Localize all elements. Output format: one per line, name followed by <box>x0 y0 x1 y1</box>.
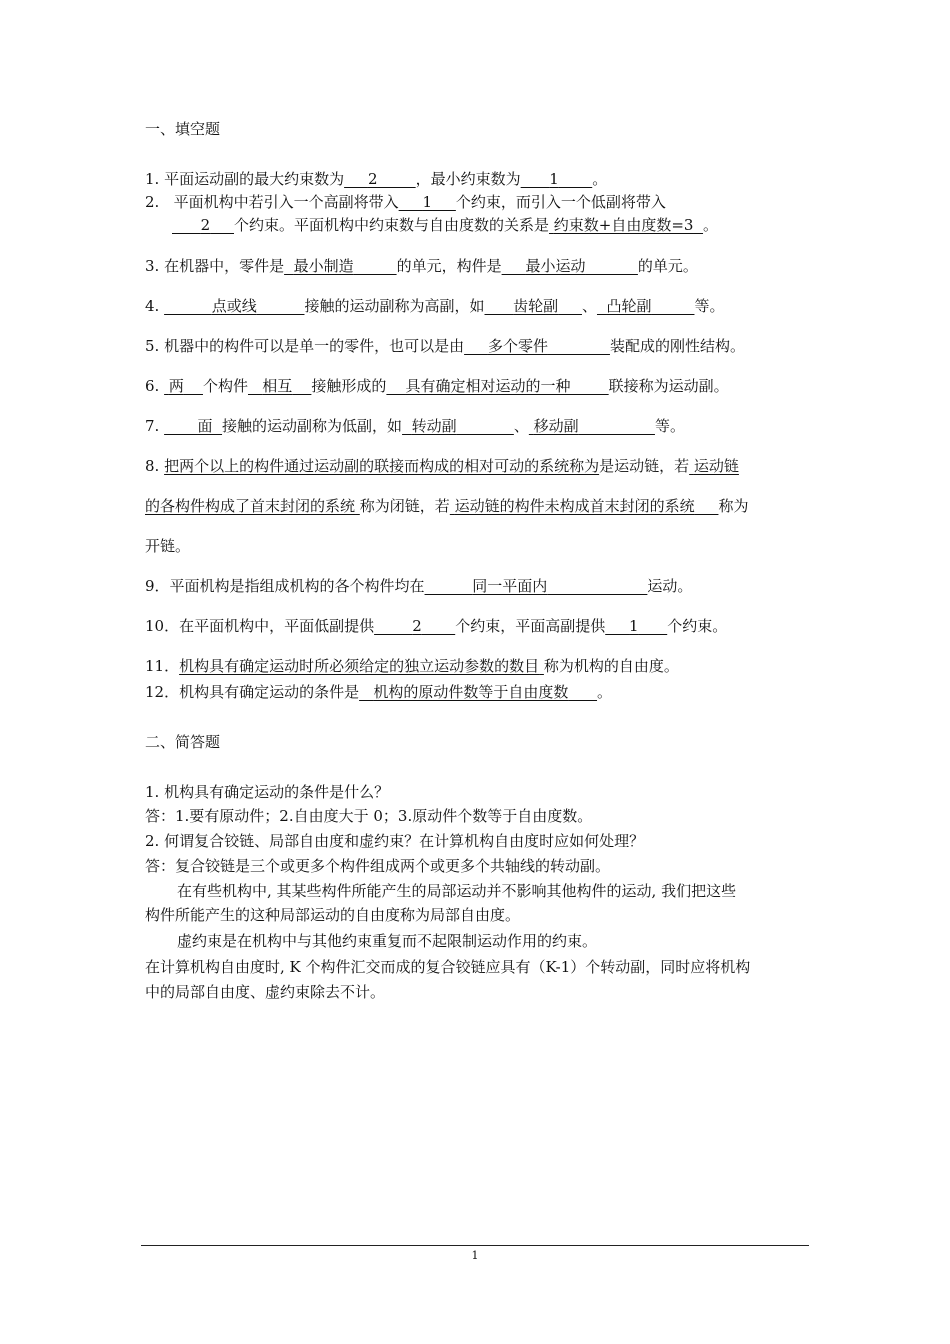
answer-2b: 2 <box>200 216 211 234</box>
section1-heading: 一、填空题 <box>145 120 221 138</box>
answer-1b: 1 <box>549 170 559 188</box>
question-8-end: 开链。 <box>145 537 191 555</box>
answer-2a: 1 <box>422 193 433 211</box>
answer-10b: 1 <box>629 617 639 635</box>
answer-6a: 两 <box>168 377 184 395</box>
answer-3a: 最小制造 <box>293 257 354 275</box>
section2-heading: 二、简答题 <box>145 733 221 751</box>
question-8-cont: 的各构件构成了首末封闭的系统 称为闭链，若 运动链的构件未构成首末封闭的系统 称为 <box>145 497 749 515</box>
answer-7b: 转动副 <box>411 417 457 435</box>
answer-6b: 相互 <box>262 377 293 395</box>
question-4: 4. 点或线 接触的运动副称为高副，如 齿轮副 、 凸轮副 等。 <box>145 297 725 315</box>
answer-5: 多个零件 <box>487 337 548 355</box>
question-8: 8. 把两个以上的构件通过运动副的联接而构成的相对可动的系统称为是运动链，若 运动链 <box>145 457 739 475</box>
question-2-cont: 2 个约束。平面机构中约束数与自由度数的关系是 约束数+自由度数=3 。 <box>200 216 719 234</box>
answer-line: 答：复合铰链是三个或更多个构件组成两个或更多个共轴线的转动副。 <box>145 857 611 875</box>
question-9: 9．平面机构是指组成机构的各个构件均在 同一平面内 运动。 <box>145 577 693 595</box>
answer-7a: 面 <box>197 417 213 435</box>
answer-line: 2. 何谓复合铰链、局部自由度和虚约束？在计算机构自由度时应如何处理？ <box>145 832 645 850</box>
answer-4b: 齿轮副 <box>513 297 559 315</box>
answer-line: 中的局部自由度、虚约束除去不计。 <box>145 983 386 1001</box>
answer-4a: 点或线 <box>211 297 257 315</box>
answer-9: 同一平面内 <box>472 577 548 595</box>
answer-line: 1. 机构具有确定运动的条件是什么？ <box>145 783 390 801</box>
question-7: 7. 面 接触的运动副称为低副，如 转动副 、 移动副 等。 <box>145 417 685 435</box>
answer-8b-cont: 的各构件构成了首末封闭的系统 <box>145 497 356 515</box>
answer-4c: 凸轮副 <box>606 297 652 315</box>
answer-3b: 最小运动 <box>525 257 586 275</box>
answer-line: 在有些机构中, 其某些构件所能产生的局部运动并不影响其他构件的运动, 我们把这些 <box>177 882 737 900</box>
question-2: 2. 平面机构中若引入一个高副将带入 1 个约束，而引入一个低副将带入 <box>145 193 666 211</box>
answer-line: 构件所能产生的这种局部运动的自由度称为局部自由度。 <box>145 906 521 924</box>
answer-1a: 2 <box>367 170 378 188</box>
question-10: 10．在平面机构中，平面低副提供 2 个约束，平面高副提供 1 个约束。 <box>145 617 728 635</box>
answer-8a: 把两个以上的构件通过运动副的联接而构成的相对可动的系统称为 <box>164 457 600 475</box>
answer-6c: 具有确定相对运动的一种 <box>405 377 571 395</box>
answer-line: 答：1.要有原动件；2.自由度大于 0；3.原动件个数等于自由度数。 <box>145 807 593 825</box>
answer-7c: 移动副 <box>533 417 579 435</box>
answer-10a: 2 <box>412 617 422 635</box>
question-1: 1. 平面运动副的最大约束数为 2 ，最小约束数为 1 。 <box>145 170 608 188</box>
footer-divider <box>141 1245 809 1246</box>
question-12: 12．机构具有确定运动的条件是 机构的原动件数等于自由度数 。 <box>145 683 613 701</box>
answer-2c: 约束数+自由度数=3 <box>553 216 694 234</box>
answer-11: 机构具有确定运动时所必须给定的独立运动参数的数目 <box>179 657 540 675</box>
question-11: 11．机构具有确定运动时所必须给定的独立运动参数的数目 称为机构的自由度。 <box>145 657 679 675</box>
answer-line: 虚约束是在机构中与其他约束重复而不起限制运动作用的约束。 <box>177 932 598 950</box>
answer-8c: 运动链的构件未构成首末封闭的系统 <box>454 497 695 515</box>
answer-8b: 运动链 <box>693 457 739 475</box>
answer-12: 机构的原动件数等于自由度数 <box>373 683 569 701</box>
question-5: 5. 机器中的构件可以是单一的零件，也可以是由 多个零件 装配成的刚性结构。 <box>145 337 745 355</box>
answer-line: 在计算机构自由度时, K 个构件汇交而成的复合铰链应具有（K-1）个转动副，同时应将机构 <box>145 958 751 976</box>
question-3: 3. 在机器中，零件是 最小制造 的单元，构件是 最小运动 的单元。 <box>145 257 698 275</box>
question-6: 6. 两 个构件 相互 接触形成的 具有确定相对运动的一种 联接称为运动副。 <box>145 377 729 395</box>
page-number: 1 <box>471 1249 479 1262</box>
